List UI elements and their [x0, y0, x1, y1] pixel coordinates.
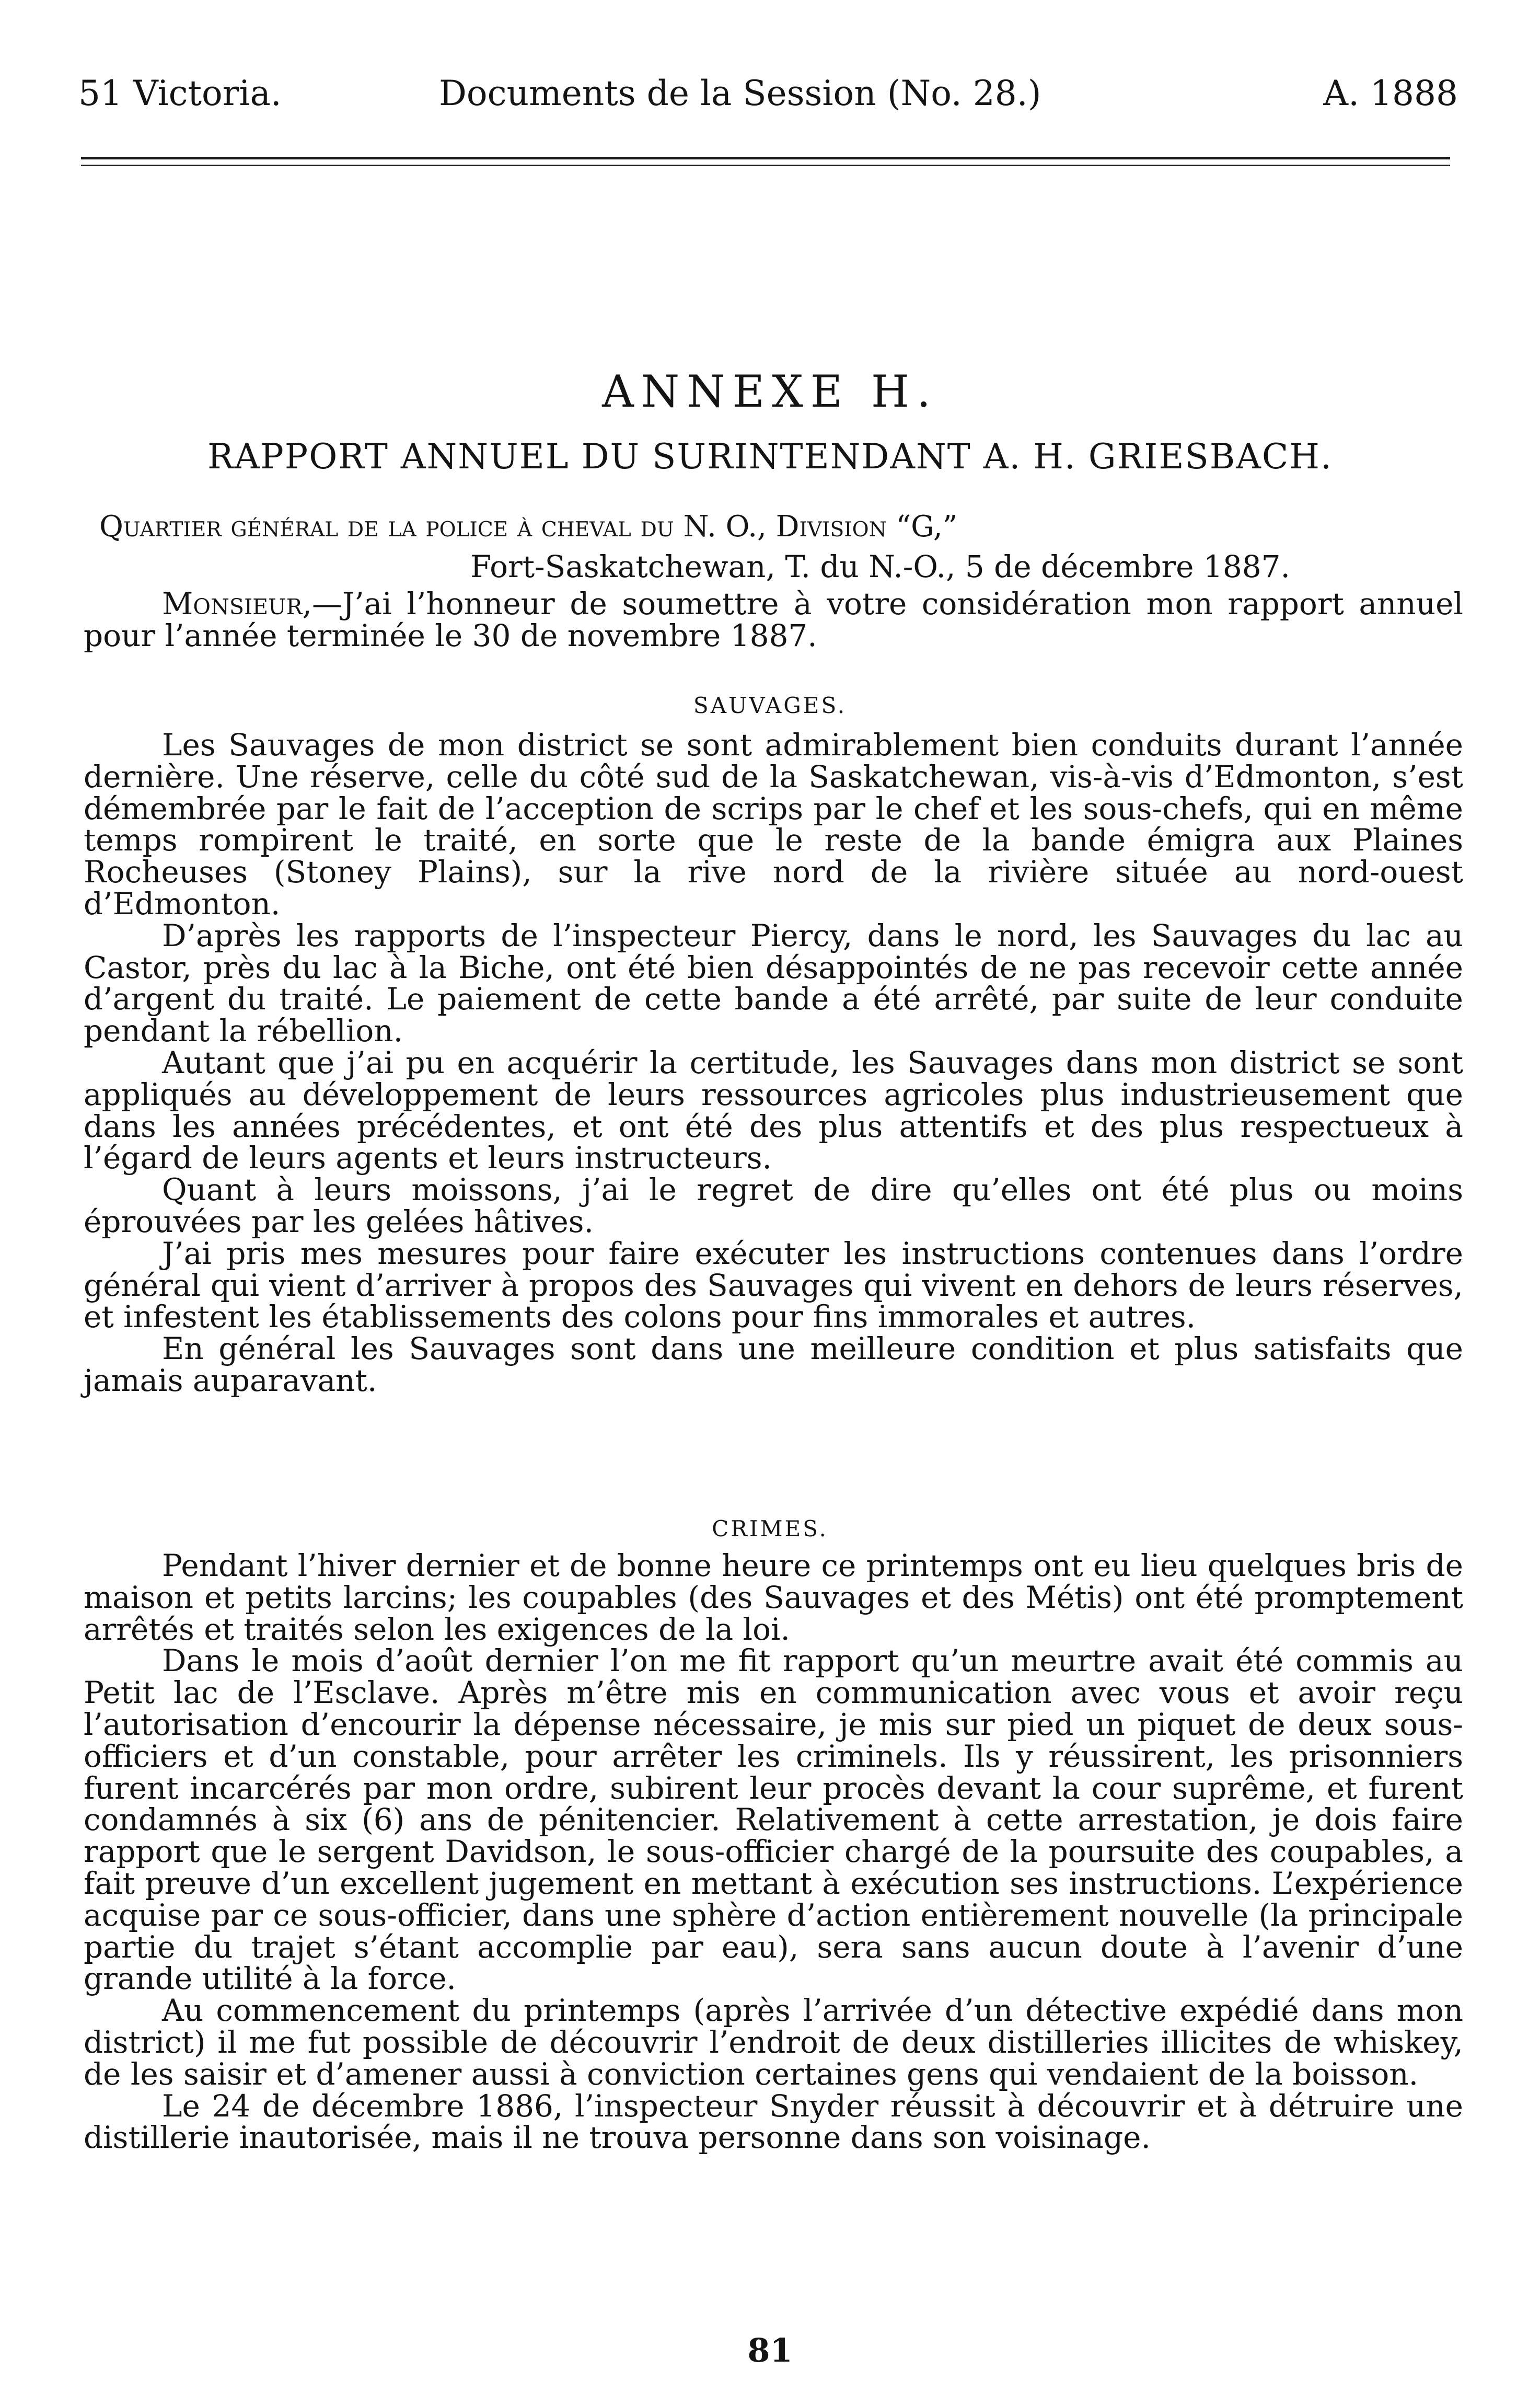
header-year: A. 1888: [1323, 73, 1458, 113]
salutation-lead: Monsieur,: [162, 586, 312, 622]
report-title: RAPPORT ANNUEL DU SURINTENDANT A. H. GRIESBACH.: [207, 436, 1333, 477]
header-rule-thick: [81, 157, 1450, 159]
paragraph: Le 24 de décembre 1886, l’inspecteur Snyder réussit à découvrir et à détruire une distillerie inautorisée, mais il ne trouva personne dans son voisinage.: [84, 2088, 1463, 2156]
header-rule-thin: [81, 165, 1450, 166]
paragraph: En général les Sauvages sont dans une meilleure condition et plus satisfaits que jamais auparavant.: [84, 1331, 1463, 1398]
dateline-headquarters: Quartier général de la police à cheval du N. O., Division “G,”: [99, 510, 958, 544]
paragraph: Autant que j’ai pu en acquérir la certitude, les Sauvages dans mon district se sont appliqués au développement de leurs ressources agricoles plus industrieusement que dans les années précédentes, et ont été des plus attentifs et des plus respectueux à l’égard de leurs agents et leurs instructeurs.: [84, 1044, 1463, 1176]
section-heading-crimes: CRIMES.: [712, 1516, 828, 1541]
salutation-block: [84, 588, 1463, 652]
header-session-documents: Documents de la Session (No. 28.): [439, 73, 1041, 113]
page-number: 81: [747, 2331, 793, 2369]
paragraph: Dans le mois d’août dernier l’on me fit rapport qu’un meurtre avait été commis au Petit lac de l’Esclave. Après m’être mis en communication avec vous et avoir reçu l’autorisation d’encourir la dépense nécessaire, je mis sur pied un piquet de deux sous-officiers et d’un constable, pour arrêter les criminels. Ils y réussirent, les prisonniers furent incarcérés par mon ordre, subirent leur procès devant la cour suprême, et furent condamnés à six (6) ans de pénitencier. Relativement à cette arrestation, je dois faire rapport que le sergent Davidson, le sous-officier chargé de la poursuite des coupables, a fait preuve d’un excellent jugement en mettant à exécution ses instructions. L’expérience acquise par ce sous-officier, dans une sphère d’action entièrement nouvelle (la principale partie du trajet s’étant accomplie par eau), sera sans aucun doute à l’avenir d’une grande utilité à la force.: [84, 1643, 1463, 1997]
paragraph: Pendant l’hiver dernier et de bonne heure ce printemps ont eu lieu quelques bris de maison et petits larcins; les coupables (des Sauvages et des Métis) ont été promptement arrêtés et traités selon les exigences de la loi.: [84, 1548, 1463, 1647]
paragraph: Les Sauvages de mon district se sont admirablement bien conduits durant l’année dernière. Une réserve, celle du côté sud de la Saskatchewan, vis-à-vis d’Edmonton, s’est démembrée par le fait de l’acception de scrips par le chef et les sous-chefs, qui en même temps rompirent le traité, en sorte que le reste de la bande émigra aux Plaines Rocheuses (Stoney Plains), sur la rive nord de la rivière située au nord-ouest d’Edmonton.: [84, 727, 1463, 922]
annexe-title: ANNEXE H.: [602, 366, 938, 417]
paragraph: Quant à leurs moissons, j’ai le regret de dire qu’elles ont été plus ou moins éprouvées par les gelées hâtives.: [84, 1172, 1463, 1239]
header-regnal-year: 51 Victoria.: [78, 73, 282, 113]
running-header: [78, 73, 1458, 131]
section-body-sauvages: [84, 729, 1463, 1397]
paragraph: J’ai pris mes mesures pour faire exécuter les instructions contenues dans l’ordre général qui vient d’arriver à propos des Sauvages qui vivent en dehors de leurs réserves, et infestent les établissements des colons pour fins immorales et autres.: [84, 1235, 1463, 1335]
section-body-crimes: [84, 1550, 1463, 2154]
salutation-text: —J’ai l’honneur de soumettre à votre considération mon rapport annuel pour l’année terminée le 30 de novembre 1887.: [84, 586, 1463, 653]
paragraph: Au commencement du printemps (après l’arrivée d’un détective expédié dans mon district) il me fut possible de découvrir l’endroit de deux distilleries illicites de whiskey, de les saisir et d’amener aussi à conviction certaines gens qui vendaient de la boisson.: [84, 1993, 1463, 2092]
section-heading-sauvages: SAUVAGES.: [693, 693, 847, 718]
paragraph: D’après les rapports de l’inspecteur Piercy, dans le nord, les Sauvages du lac au Castor, près du lac à la Biche, ont été bien désappointés de ne pas recevoir cette année d’argent du traité. Le paiement de cette bande a été arrêté, par suite de leur conduite pendant la rébellion.: [84, 917, 1463, 1049]
dateline-place-date: Fort-Saskatchewan, T. du N.-O., 5 de décembre 1887.: [470, 549, 1290, 584]
